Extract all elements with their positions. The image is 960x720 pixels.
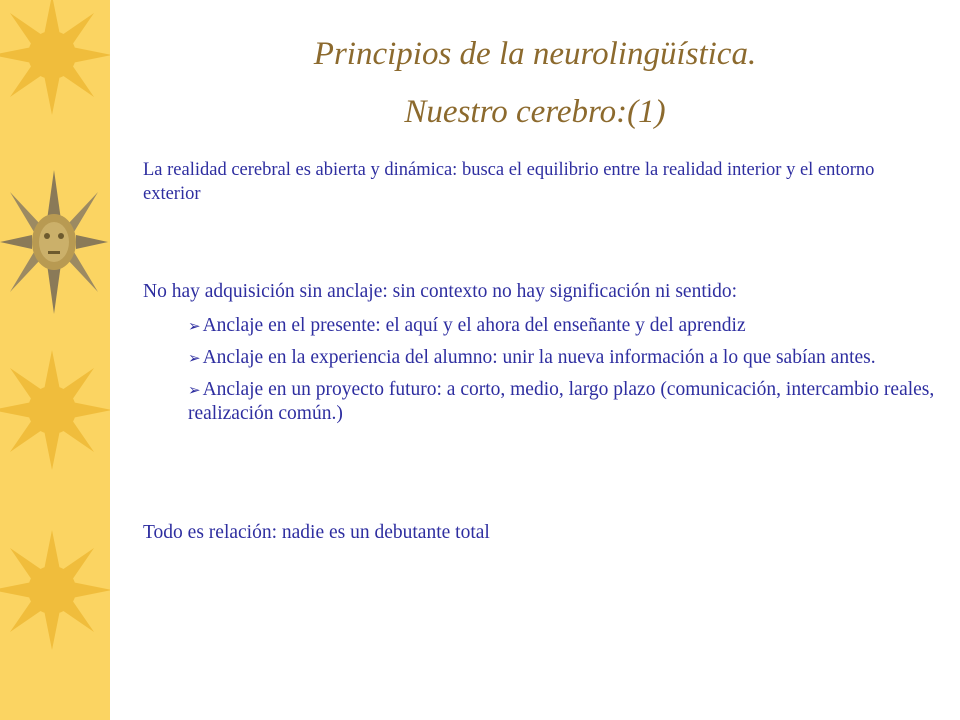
arrowhead-bullet-icon: ➢ bbox=[188, 317, 201, 335]
paragraph-anclaje: No hay adquisición sin anclaje: sin contexto no hay significación ni sentido: bbox=[143, 281, 738, 302]
bullet-list bbox=[188, 314, 948, 434]
bullet-text: Anclaje en un proyecto futuro: a corto, medio, largo plazo (comunicación, intercambio reales, realización común.) bbox=[188, 379, 935, 424]
arrowhead-bullet-icon: ➢ bbox=[188, 349, 201, 367]
sun-face-icon bbox=[0, 170, 108, 314]
arrowhead-bullet-icon: ➢ bbox=[188, 381, 201, 399]
sun-icon bbox=[0, 350, 110, 470]
slide-subtitle: Nuestro cerebro:(1) bbox=[404, 94, 666, 130]
paragraph-relacion: Todo es relación: nadie es un debutante total bbox=[143, 522, 490, 543]
paragraph-realidad: La realidad cerebral es abierta y dinámica: busca el equilibrio entre la realidad interior y el entorno exterior bbox=[143, 160, 875, 204]
bullet-text: Anclaje en el presente: el aquí y el ahora del enseñante y del aprendiz bbox=[202, 315, 746, 336]
list-item bbox=[188, 314, 948, 338]
list-item bbox=[188, 346, 948, 370]
list-item bbox=[188, 378, 948, 426]
slide-title: Principios de la neurolingüística. bbox=[313, 36, 757, 72]
decorative-sidebar bbox=[0, 0, 110, 720]
sun-icon bbox=[0, 0, 110, 115]
bullet-text: Anclaje en la experiencia del alumno: unir la nueva información a lo que sabían antes. bbox=[202, 347, 876, 368]
sun-pattern bbox=[0, 0, 110, 720]
sun-icon bbox=[0, 530, 110, 650]
